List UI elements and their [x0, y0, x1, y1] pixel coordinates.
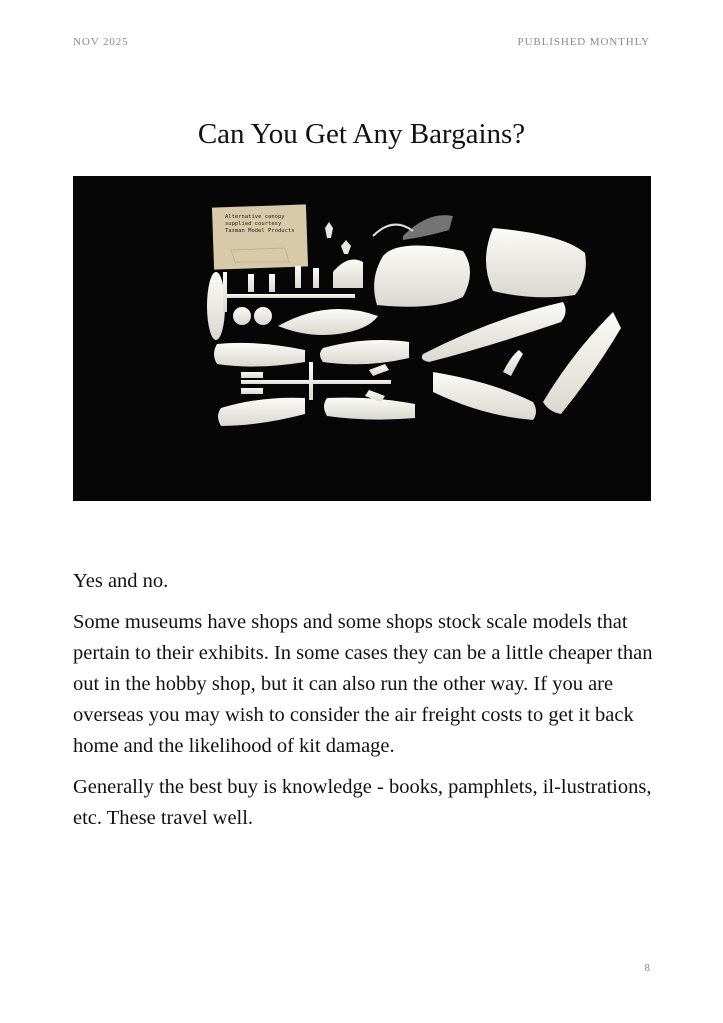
paragraph-3: Generally the best buy is knowledge - books, pamphlets, il-lustrations, etc. These travel well.: [73, 776, 652, 829]
model-kit-photo: [73, 176, 651, 501]
article-body: [73, 566, 658, 844]
page-number: 8: [644, 962, 650, 974]
kit-label-paper: [212, 204, 308, 269]
paragraph-2: Some museums have shops and some shops stock scale models that pertain to their exhibits. In some cases they can be a little cheaper than out in the hobby shop, but it can also run the other way. If you are overseas you may wish to consider the air freight costs to get it back home and the likelihood of kit damage.: [73, 611, 653, 757]
paragraph-1: Yes and no.: [73, 570, 169, 592]
article-title: Can You Get Any Bargains?: [197, 118, 526, 150]
svg-text:supplied courtesy: supplied courtesy: [225, 221, 282, 227]
publication-frequency: PUBLISHED MONTHLY: [517, 36, 650, 48]
fuselage-half-a: [374, 246, 470, 307]
running-header: [73, 36, 650, 50]
issue-date: NOV 2025: [73, 36, 129, 48]
svg-text:Tasman Model Products: Tasman Model Products: [225, 228, 295, 234]
svg-text:Alternative canopy: Alternative canopy: [225, 214, 285, 220]
